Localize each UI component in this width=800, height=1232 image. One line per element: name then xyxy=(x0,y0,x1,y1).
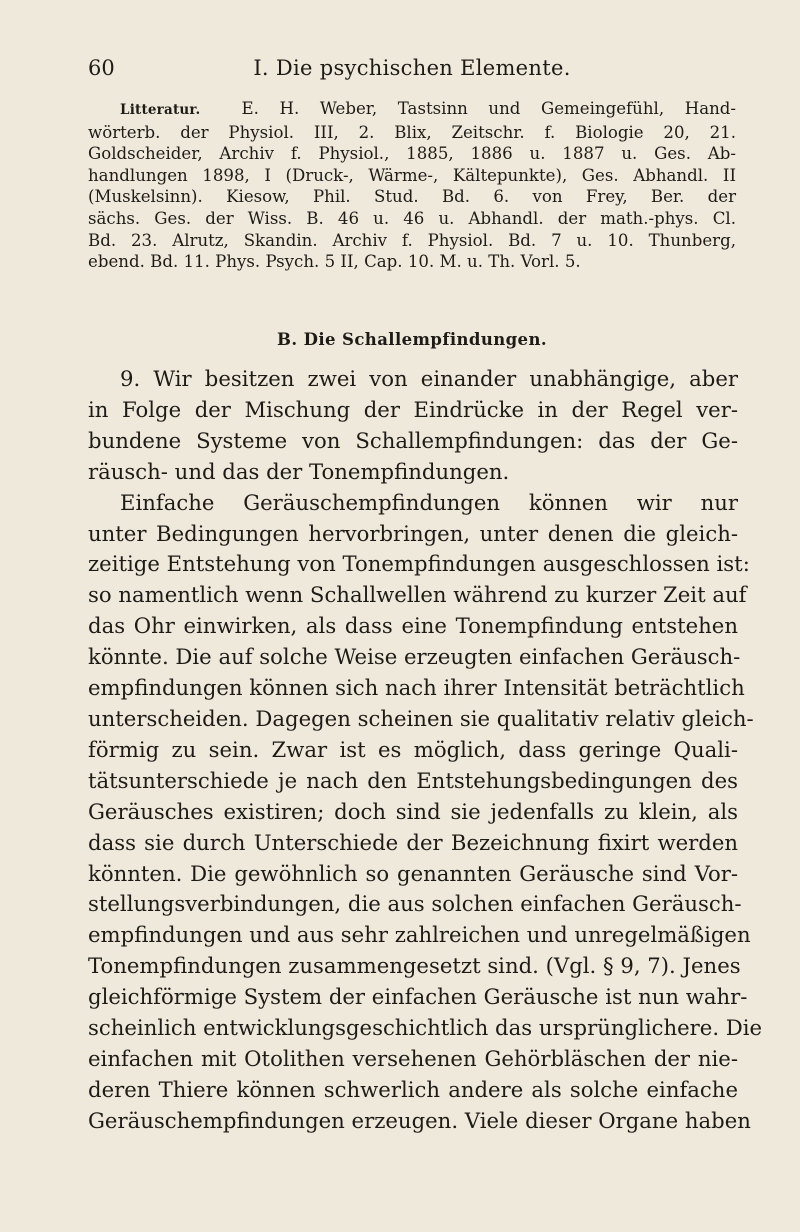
body-line: Tonempfindungen zusammengesetzt sind. (Vgl. § 9, 7). Jenes xyxy=(88,953,741,979)
body-line: stellungsverbindungen, die aus solchen einfachen Geräusch- xyxy=(88,891,742,917)
body-line: unter Bedingungen hervorbringen, unter denen die gleich- xyxy=(88,520,738,546)
body-line: empfindungen und aus sehr zahlreichen und unregelmäßigen xyxy=(88,922,751,948)
body-line: empfindungen können sich nach ihrer Intensität beträchtlich xyxy=(88,675,745,701)
body-line: scheinlich entwicklungsgeschichtlich das ursprünglichere. Die xyxy=(88,1015,763,1041)
literature-line: Goldscheider, Archiv f. Physiol., 1885, 1886 u. 1887 u. Ges. Ab- xyxy=(88,144,736,164)
body-line: könnte. Die auf solche Weise erzeugten einfachen Geräusch- xyxy=(88,644,741,670)
page-header xyxy=(88,56,736,86)
body-line: förmig zu sein. Zwar ist es möglich, dass geringe Quali- xyxy=(88,736,738,762)
body-line: deren Thiere können schwerlich andere als solche einfache xyxy=(88,1076,738,1102)
body-line: gleichförmige System der einfachen Geräusche ist nun wahr- xyxy=(88,984,748,1010)
literature-line: handlungen 1898, I (Druck-, Wärme-, Kältepunkte), Ges. Abhandl. II xyxy=(88,165,736,185)
literature-line: wörterb. der Physiol. III, 2. Blix, Zeitschr. f. Biologie 20, 21. xyxy=(88,122,736,142)
body-line: dass sie durch Unterschiede der Bezeichnung fixirt werden xyxy=(88,829,738,855)
literature-line: ebend. Bd. 11. Phys. Psych. 5 II, Cap. 10. M. u. Th. Vorl. 5. xyxy=(88,252,581,272)
body-line: das Ohr einwirken, als dass eine Tonempfindung entstehen xyxy=(88,613,738,639)
body-line: zeitige Entstehung von Tonempfindungen ausgeschlossen ist: xyxy=(88,551,750,577)
body-line: Geräuschempfindungen erzeugen. Viele dieser Organe haben xyxy=(88,1107,751,1133)
body-line: räusch- und das der Tonempfindungen. xyxy=(88,458,510,484)
literature-line xyxy=(88,98,736,122)
literature-block xyxy=(88,98,736,273)
body-line: unterscheiden. Dagegen scheinen sie qualitativ relativ gleich- xyxy=(88,705,754,731)
literature-line: (Muskelsinn). Kiesow, Phil. Stud. Bd. 6. von Frey, Ber. der xyxy=(88,187,736,207)
page-number: 60 xyxy=(88,56,115,80)
body-line: einfachen mit Otolithen versehenen Gehörbläschen der nie- xyxy=(88,1045,738,1071)
literature-line: sächs. Ges. der Wiss. B. 46 u. 46 u. Abhandl. der math.-phys. Cl. xyxy=(88,208,736,228)
body-line: bundene Systeme von Schallempfindungen: das der Ge- xyxy=(88,427,738,453)
literature-line: Bd. 23. Alrutz, Skandin. Archiv f. Physiol. Bd. 7 u. 10. Thunberg, xyxy=(88,230,736,250)
literature-line-text: E. H. Weber, Tastsinn und Gemeingefühl, Hand- xyxy=(241,99,736,118)
body-line: 9. Wir besitzen zwei von einander unabhängige, aber xyxy=(120,366,738,391)
body-line: tätsunterschiede je nach den Entstehungsbedingungen des xyxy=(88,767,738,793)
running-head: I. Die psychischen Elemente. xyxy=(253,56,571,80)
body-line: Geräusches existiren; doch sind sie jedenfalls zu klein, als xyxy=(88,798,738,824)
body-line: Einfache Geräuschempfindungen können wir nur xyxy=(120,489,738,515)
body-line: in Folge der Mischung der Eindrücke in der Regel ver- xyxy=(88,396,738,422)
body-line: so namentlich wenn Schallwellen während zu kurzer Zeit auf xyxy=(88,582,747,608)
literature-label: Litteratur. xyxy=(120,102,201,118)
body-text xyxy=(88,364,763,1137)
section-heading: B. Die Schallempfindungen. xyxy=(276,330,547,349)
body-line: könnten. Die gewöhnlich so genannten Geräusche sind Vor- xyxy=(88,860,738,886)
